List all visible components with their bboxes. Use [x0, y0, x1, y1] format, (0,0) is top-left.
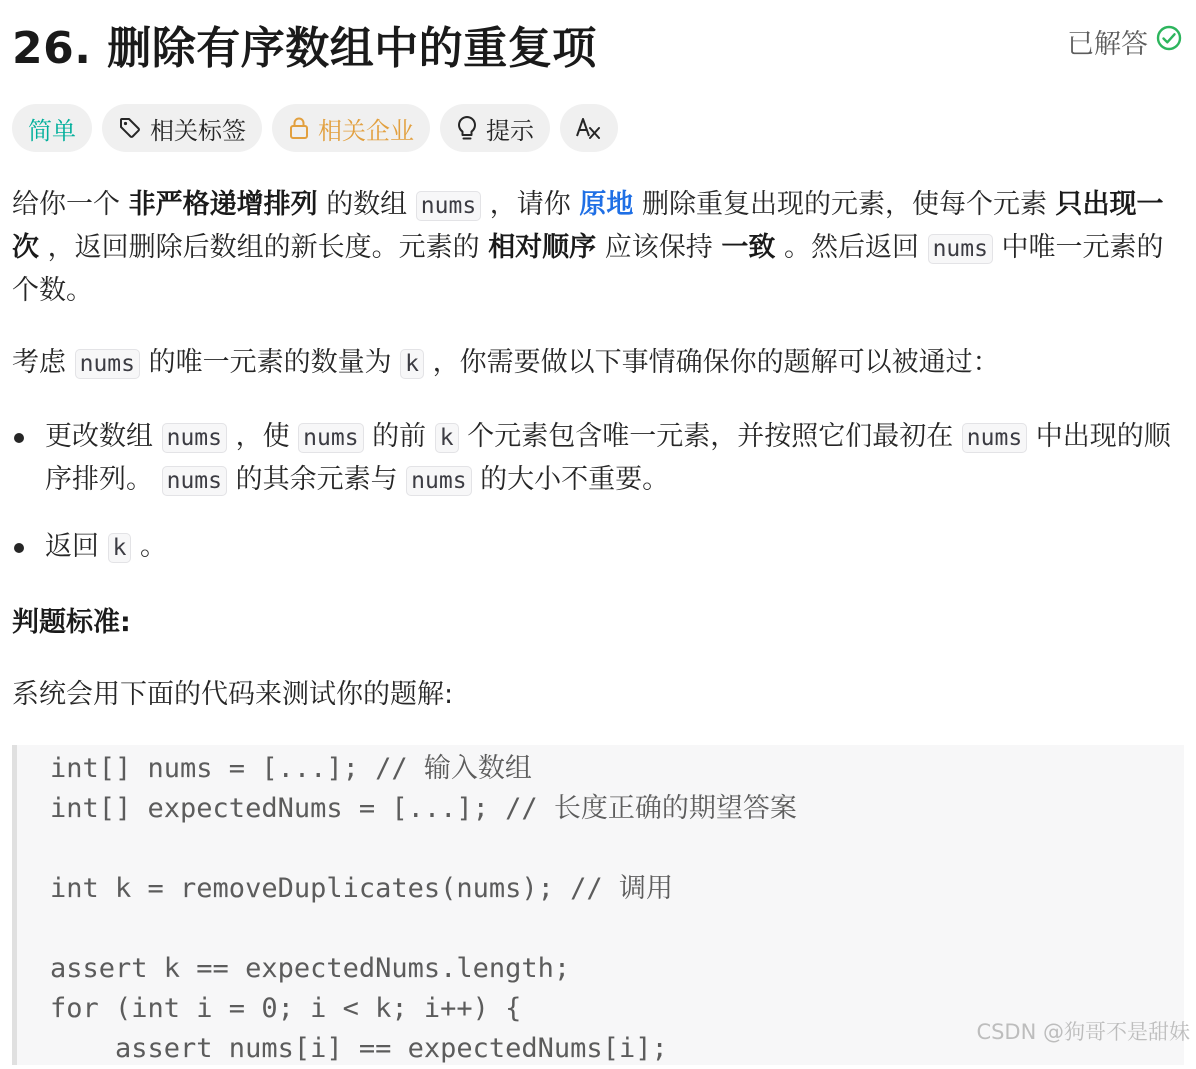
inline-code: nums [298, 423, 363, 453]
code-line: assert nums[i] == expectedNums[i]; [50, 1033, 668, 1064]
judge-heading: 判题标准: [12, 607, 131, 638]
inline-code: k [400, 349, 424, 379]
code-line: assert k == expectedNums.length; [50, 953, 571, 984]
description-paragraph-2: 考虑 nums 的唯一元素的数量为 k ，你需要做以下事情确保你的题解可以被通过： [12, 347, 1000, 378]
inline-code: k [435, 423, 459, 453]
inline-code: nums [75, 349, 140, 379]
inline-code: nums [162, 423, 227, 453]
problem-title: 26. 删除有序数组中的重复项 [12, 23, 597, 74]
hint-button[interactable] [440, 104, 550, 152]
code-line: int[] nums = [...]; // 输入数组 [50, 753, 532, 784]
hint-label: 提示 [486, 116, 534, 145]
list-item: 返回 k 。 [12, 526, 1180, 569]
tag-icon [118, 116, 142, 140]
inline-code: k [108, 533, 132, 563]
description-paragraph: 给你一个 非严格递增排列 的数组 nums ，请你 原地 删除重复出现的元素，使每个元素 只出现一次 ，返回删除后数组的新长度。元素的 相对顺序 应该保持 一致 。然后返回 nums 中唯一元素的个数。 [12, 189, 1164, 306]
related-tags-label: 相关标签 [150, 116, 246, 145]
inline-code: nums [962, 423, 1027, 453]
watermark: CSDN @狗哥不是甜妹 [976, 1020, 1190, 1044]
tag-bar [12, 104, 618, 152]
related-companies-label: 相关企业 [318, 116, 414, 145]
inline-code: nums [162, 466, 227, 496]
list-item: 更改数组 nums ，使 nums 的前 k 个元素包含唯一元素，并按照它们最初在 nums 中出现的顺序排列。 nums 的其余元素与 nums 的大小不重要。 [12, 416, 1180, 502]
inline-code: nums [416, 191, 481, 221]
code-line [50, 829, 1184, 869]
related-companies-button[interactable] [272, 104, 430, 152]
solved-status [1067, 22, 1182, 61]
inline-code: nums [406, 466, 471, 496]
bullet-dot [14, 543, 24, 553]
lock-icon [288, 116, 310, 140]
code-line [50, 909, 1184, 949]
solved-label: 已解答 [1067, 29, 1148, 60]
judge-text: 系统会用下面的代码来测试你的题解: [12, 679, 454, 710]
bullet-dot [14, 433, 24, 443]
inline-code: nums [928, 234, 993, 264]
related-tags-button[interactable] [102, 104, 262, 152]
translate-icon [575, 115, 603, 141]
difficulty-tag[interactable] [12, 104, 92, 152]
lightbulb-icon [456, 115, 478, 141]
code-line: for (int i = 0; i < k; i++) { [50, 993, 522, 1024]
check-circle-icon [1156, 25, 1182, 58]
in-place-link[interactable]: 原地 [579, 189, 634, 220]
code-line: int k = removeDuplicates(nums); // 调用 [50, 873, 673, 904]
translate-button[interactable] [560, 104, 618, 152]
problem-description [12, 184, 1180, 312]
code-line: int[] expectedNums = [...]; // 长度正确的期望答案 [50, 793, 797, 824]
difficulty-label: 简单 [28, 116, 76, 145]
requirements-list [12, 416, 1180, 569]
